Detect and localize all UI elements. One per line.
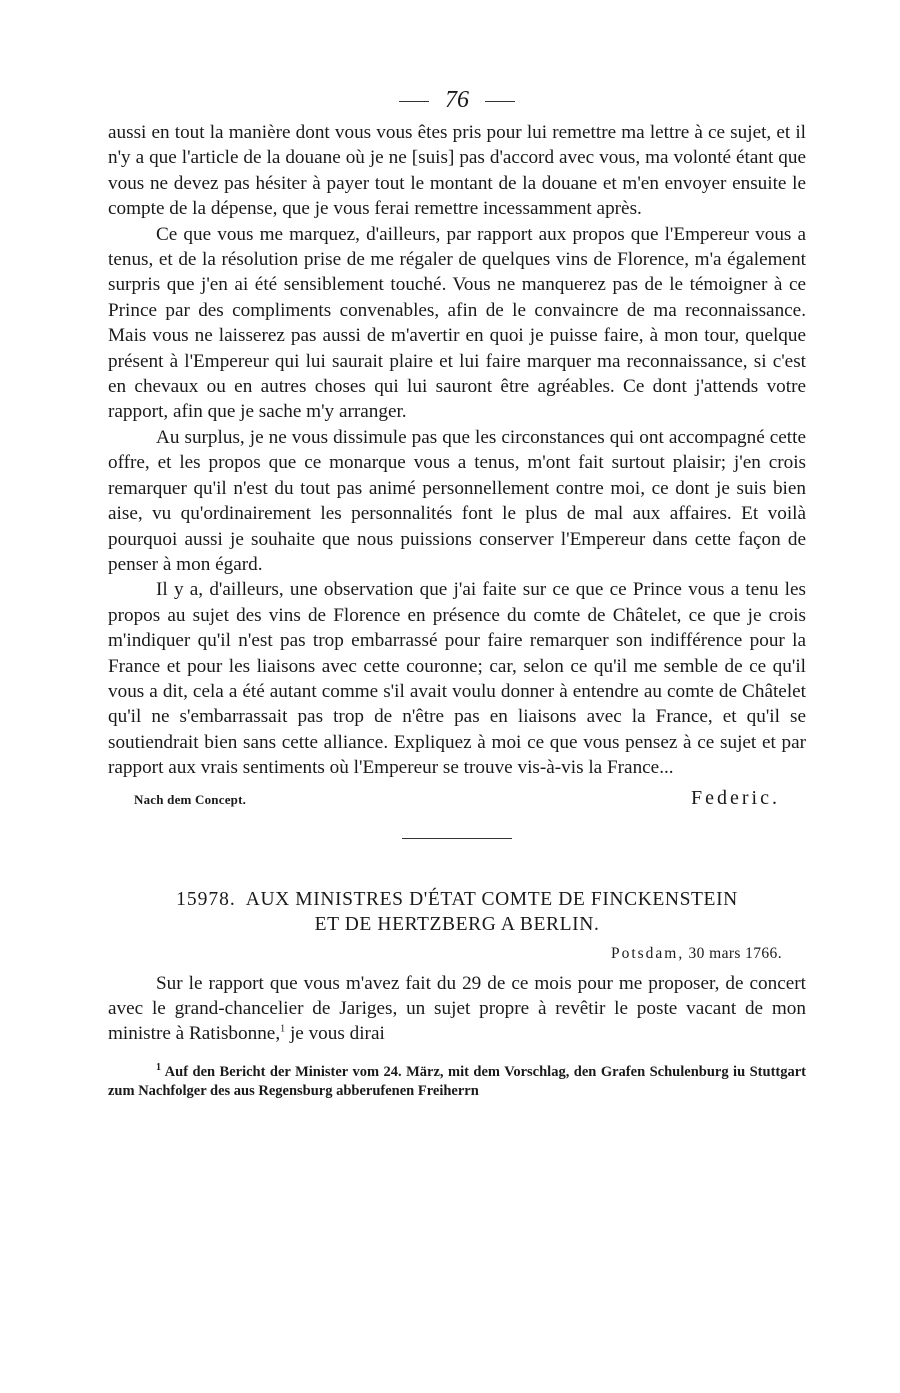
footnote-marker: 1 bbox=[156, 1061, 161, 1073]
page-number-text: 76 bbox=[445, 87, 469, 113]
letter-body-previous bbox=[108, 120, 806, 781]
paragraph: Ce que vous me marquez, d'ailleurs, par rapport aux propos que l'Empereur vous a tenus, et de la résolution prise de me régaler de quelques vins de Florence, m'a également surpris que j'en ai été sensiblement touché. Vous ne manquerez pas de le témoigner à ce Prince par des compliments convenables, afin de le convaincre de ma reconnaissance. Mais vous ne laisserez pas aussi de m'avertir en quoi je puisse faire, à mon tour, quelque présent à l'Empereur qui lui saurait plaire et lui faire marquer ma reconnaissance, si c'est en chevaux ou en autres choses qui lui sauront être agréables. Ce dont j'attends votre rapport, afin que je sache m'y arranger. bbox=[108, 223, 806, 423]
dateline-place: Potsdam, bbox=[610, 944, 685, 962]
footnote-text: Auf den Bericht der Minister vom 24. März, mit dem Vorschlag, den Grafen Schulenburg iu Stuttgart zum Nachfolger des aus Regensburg abberufenen Freiherrn bbox=[108, 1063, 806, 1099]
letter-heading-line-1 bbox=[108, 887, 806, 912]
paragraph: Il y a, d'ailleurs, une observation que j'ai faite sur ce que ce Prince vous a tenu les propos au sujet des vins de Florence en présence du comte de Châtelet, ce que je crois m'indiquer qu'il n'est pas trop embarrassé pour faire remarquer son indifférence pour la France et pour les liaisons avec cette couronne; car, selon ce qu'il me semble de ce qu'il vous a dit, cela a été autant comme s'il avait voulu donner à entendre au comte de Châtelet qu'il ne s'embarrassait pas trop de n'être pas en liaisons avec la France, et qu'il se soutiendrait bien sans cette alliance. Expliquez à moi ce que vous pensez à ce sujet et par rapport aux vrais sentiments où l'Empereur se trouve vis-à-vis la France... bbox=[108, 579, 806, 779]
letter-paragraph bbox=[108, 971, 806, 1047]
letter-body bbox=[108, 971, 806, 1047]
letter-number: 15978. bbox=[176, 888, 236, 910]
letter-paragraph-text-end: je vous dirai bbox=[285, 1023, 385, 1045]
signature: Federic. bbox=[691, 786, 780, 809]
document-page bbox=[108, 80, 806, 1101]
section-separator bbox=[402, 838, 512, 839]
letter-heading bbox=[108, 887, 806, 937]
dateline bbox=[108, 945, 806, 963]
concept-note: Nach dem Concept. bbox=[134, 791, 247, 807]
letter-heading-line-2: ET DE HERTZBERG A BERLIN. bbox=[314, 913, 600, 935]
letter-paragraph-text: Sur le rapport que vous m'avez fait du 29 de ce mois pour me proposer, de concert avec le grand-chancelier de Jariges, un sujet propre à revêtir le poste vacant de mon ministre à Ratisbonne, bbox=[108, 972, 806, 1045]
signature-line bbox=[108, 787, 806, 810]
paragraph-continued: aussi en tout la manière dont vous vous êtes pris pour lui remettre ma lettre à ce sujet, et il n'y a que l'article de la douane où je ne [suis] pas d'accord avec vous, ma volonté étant que vous ne devez pas hésiter à payer tout le montant de la douane et m'en envoyer ensuite le compte de la dépense, que je vous ferai remettre incessamment après. bbox=[108, 122, 806, 220]
page-number bbox=[108, 80, 806, 120]
footnote bbox=[108, 1063, 806, 1101]
footnote-reference[interactable]: 1 bbox=[280, 1023, 286, 1035]
page-number-dash-left bbox=[399, 101, 429, 102]
letter-heading-title: AUX MINISTRES D'ÉTAT COMTE DE FINCKENSTEIN bbox=[245, 888, 738, 910]
dateline-date: 30 mars 1766. bbox=[688, 944, 782, 962]
page-number-dash-right bbox=[485, 101, 515, 102]
paragraph: Au surplus, je ne vous dissimule pas que les circonstances qui ont accompagné cette offre, et les propos que ce monarque vous a tenus, m'ont fait surtout plaisir; j'en crois remarquer qu'il n'est du tout pas animé personnellement contre moi, ce dont je suis bien aise, vu qu'ordinairement les personnalités font le plus de mal aux affaires. Et voilà pourquoi aussi je souhaite que nous puissions conserver l'Empereur dans cette façon de penser à mon égard. bbox=[108, 426, 806, 575]
